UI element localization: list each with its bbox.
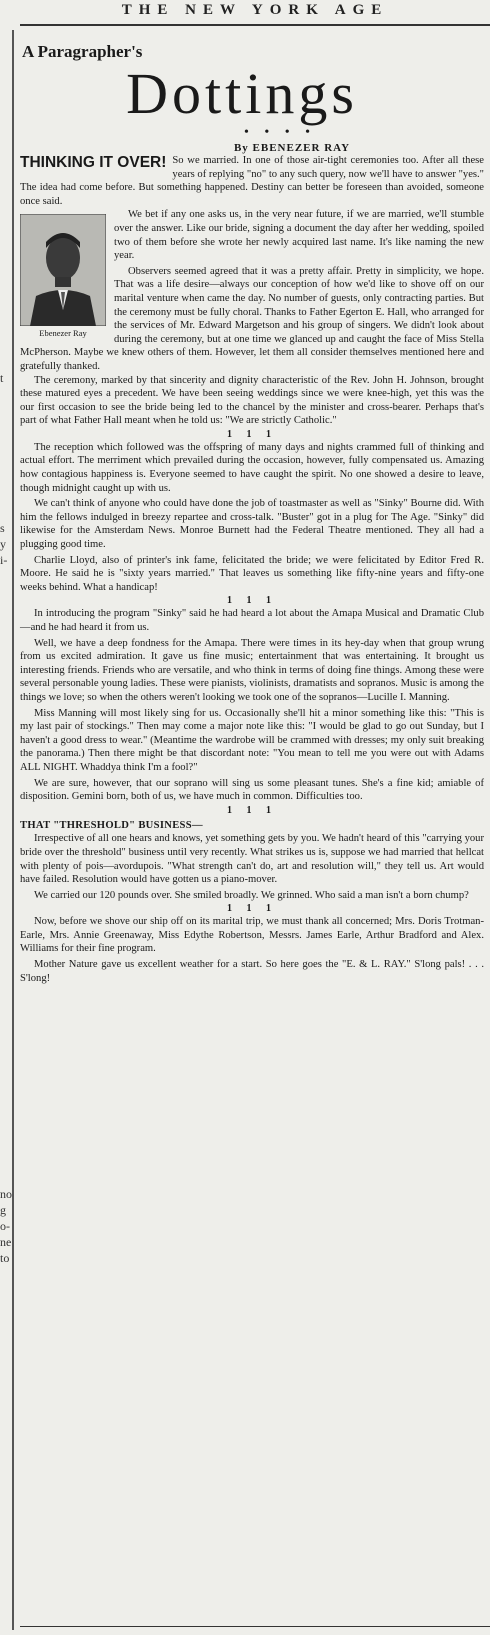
- paragraph: The ceremony, marked by that sincerity and dignity characteristic of the Rev. John H. Johnson, brought these matured eyes a precedent. We have been seeing weddings since we were knee-high, yet this was the our first occasion to see the bride being led to the chancel by the minister and cross-bearer. Perhaps that's part of what Father Hall meant when he told us: "We are strictly Catholic.": [20, 374, 484, 427]
- top-rule: [20, 24, 490, 26]
- section-heading-thinking: THINKING IT OVER!: [20, 154, 167, 171]
- column-kicker: A Paragrapher's: [22, 42, 143, 61]
- author-photo: [20, 214, 106, 339]
- paragraph: Charlie Lloyd, also of printer's ink fame, felicitated the bride; we were felicitated by Editor Fred R. Moore. He said he is "sixty years married." That leaves us something like fifty-nine years and fifty-one weeks behind. What a handicap!: [20, 554, 484, 593]
- paragraph: So we married. In one of those air-tight ceremonies too. After all these years of replying "no" to any such query, now we'll have to answer "yes." The idea had come before. But something happened. Destiny can better be foreseen than avoided, someone once said.: [20, 155, 484, 207]
- gutter-fragment: ne: [0, 1235, 12, 1249]
- gutter-fragment: i-: [0, 553, 8, 567]
- section-heading-threshold: THAT "THRESHOLD" BUSINESS—: [20, 819, 203, 831]
- paragraph: Observers seemed agreed that it was a pretty affair. Pretty in simplicity, we hope. That was a life desire—always our conception of how we'd like to shove off on our marital venture when came the day. No number of guests, only contracting parties. But the ceremony must be fully choral. Thanks to Father Egerton E. Hall, who arranged for the services of Mr. Edward Margetson and his group of singers. We didn't look about during the ceremony, but at one time we glanced up and caught the face of Miss Stella McPherson. Maybe we knew others of them. However, let them all consider themselves mentioned here and gratefully thanked.: [20, 265, 484, 372]
- column-rule: [12, 30, 14, 1630]
- paragraph: Well, we have a deep fondness for the Amapa. There were times in its hey-day when that group wrung from us excited admiration. It gave us fine music; entertainment that was entertaining. It brought us interesting friends. Friends who are versatile, and who think in terms of doing fine things. Among these were several personable young ladies. These were pianists, violinists, dramatists and sopranos. Music is among the things we love; so when the others weren't looking we took one of the sopranos—Lucille I. Manning.: [20, 637, 484, 703]
- gutter-fragment: o-: [0, 1219, 10, 1233]
- column-title: Dottings: [126, 61, 358, 126]
- paragraph: We bet if any one asks us, in the very near future, if we are married, we'll stumble over the answer. Like our bride, signing a document the day after her wedding, spoiled two of them before she wrote her newly acquired last name. It's like naming the new year.: [114, 209, 484, 262]
- paragraph: Irrespective of all one hears and knows, yet something gets by you. We hadn't heard of this "carrying your bride over the threshold" business until very recently. What strikes us is, suppose we had married that hellcat with plenty of pois—avordupois. "What strength can't do, art and resolution will," they tell us. Art would have failed. Resolution would have gotten us a piano-mover.: [20, 833, 484, 886]
- article-column: [20, 28, 484, 985]
- paragraph: We carried our 120 pounds over. She smiled broadly. We grinned. Who said a man isn't a born chump?: [34, 889, 469, 901]
- section-separator: 1 1 1: [227, 903, 277, 915]
- section-separator: 1 1 1: [227, 428, 277, 440]
- masthead: THE NEW YORK AGE: [121, 2, 389, 18]
- bottom-rule: [20, 1626, 490, 1627]
- paragraph: We are sure, however, that our soprano will sing us some pleasant tunes. She's a fine kid; amiable of disposition. Gemini born, both of us, we have much in common. Difficulties too.: [20, 777, 484, 803]
- paragraph: Now, before we shove our ship off on its marital trip, we must thank all concerned; Mrs. Doris Trotman-Earle, Mrs. Annie Greenaway, Miss Edythe Robertson, Messrs. James Earle, Arthur Bradford and Alex. Williams for their fine program.: [20, 916, 484, 955]
- section-separator: 1 1 1: [227, 595, 277, 607]
- gutter-fragment: no: [0, 1187, 12, 1201]
- gutter-fragment: t: [0, 371, 4, 385]
- paragraph: The reception which followed was the offspring of many days and nights crammed full of thinking and actual effort. The merriment which prevailed during the occasion, however, fully compensated us. Amazing how contagious happiness is. Everyone seemed to have caught the spirit. No one showed a desire to leave, though midnight caught up with us.: [20, 441, 484, 494]
- gutter-fragment: s: [0, 521, 5, 535]
- article-body: [20, 154, 484, 985]
- section-separator: 1 1 1: [227, 804, 277, 816]
- photo-caption: Ebenezer Ray: [39, 328, 87, 339]
- paragraph: Miss Manning will most likely sing for us. Occasionally she'll hit a minor something like this: "This is my last pair of stockings." Then may come a major note like this: "I would be glad to go out Sunday, but I haven't a good dress to wear." (Meantime the wardrobe will be crammed with dresses; my only suit breaking the panorama.) Then there might be that discordant note: "You mean to tell me you were out with Adams ALL NIGHT. Whaddya think I'm a fool?": [20, 707, 484, 773]
- paragraph: We can't think of anyone who could have done the job of toastmaster as well as "Sinky" Bourne did. With him the fellows indulged in breezy repartee and cross-talk. "Buster" got in a plug for The Age. "Sinky" did likewise for the Amsterdam News. Monroe Burnett had the Federal Theatre mentioned. They all had a plugging good time.: [20, 498, 484, 551]
- gutter-fragment: y: [0, 537, 6, 551]
- gutter-fragment: to: [0, 1251, 10, 1265]
- title-ornament: • • • •: [243, 125, 317, 140]
- portrait-image: [20, 214, 106, 326]
- paragraph: Mother Nature gave us excellent weather for a start. So here goes the "E. & L. RAY." S'long pals! . . . S'long!: [20, 959, 484, 984]
- gutter-fragment: g: [0, 1203, 6, 1217]
- paragraph: In introducing the program "Sinky" said he had heard a lot about the Amapa Musical and Dramatic Club—and he had heard it from us.: [20, 608, 484, 633]
- byline: By EBENEZER RAY: [233, 142, 351, 154]
